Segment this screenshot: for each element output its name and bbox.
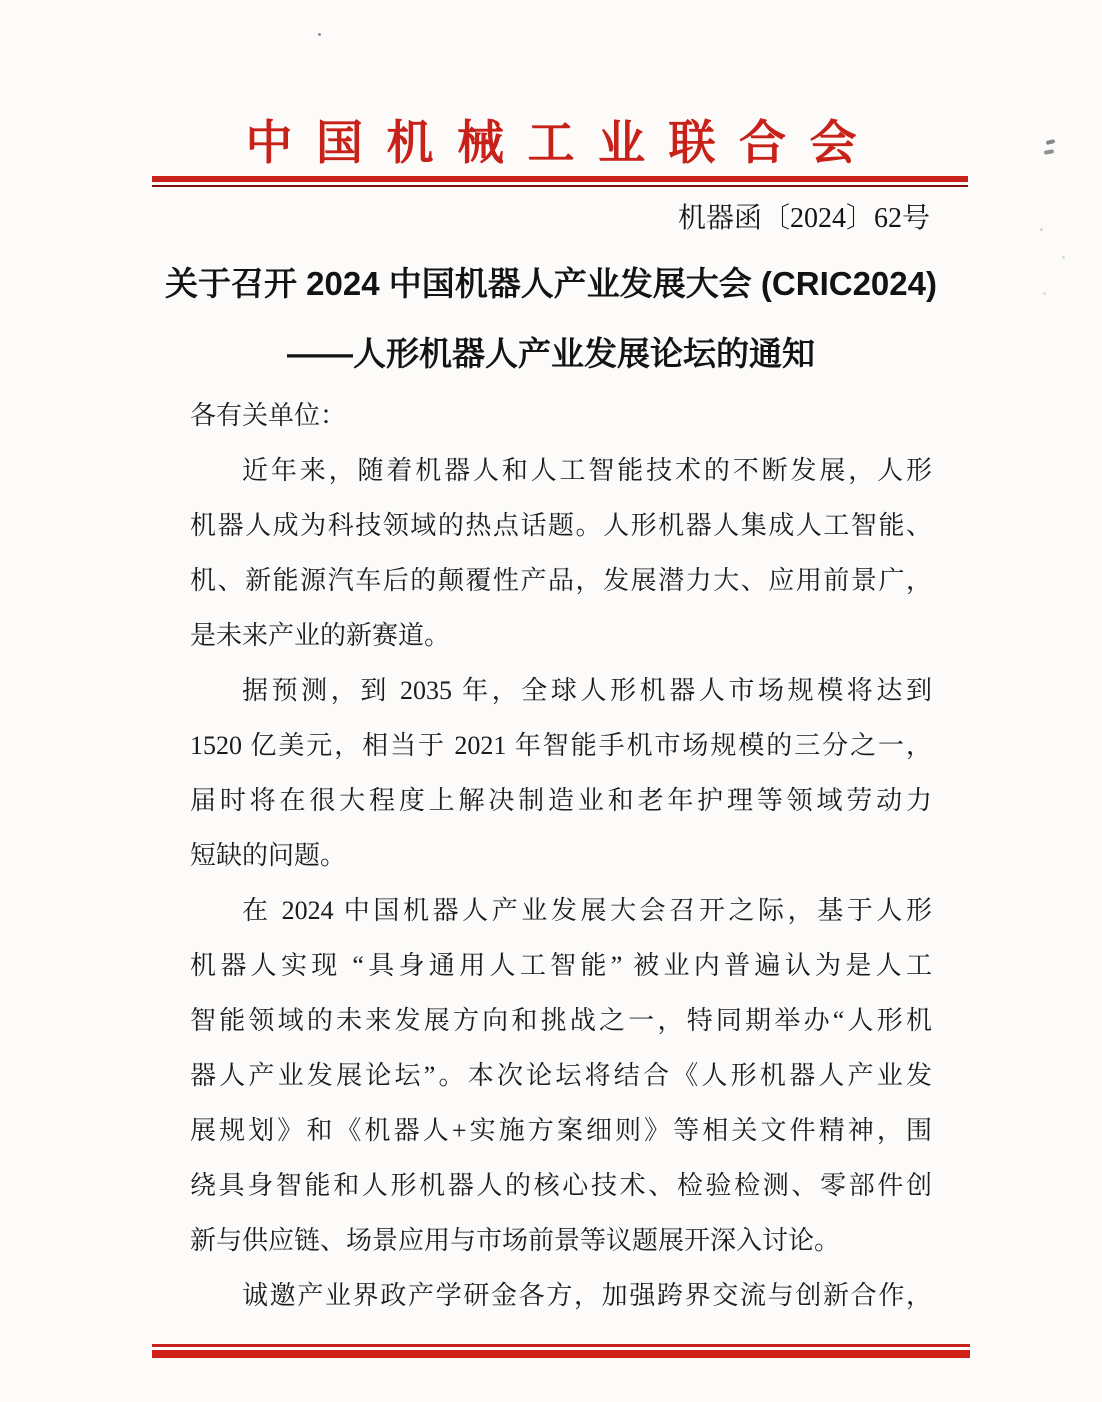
letterhead-rule-thin bbox=[152, 185, 968, 187]
body-line: 智能领域的未来发展方向和挑战之一，特同期举办“人形机 bbox=[190, 1006, 932, 1035]
letterhead-rule bbox=[152, 176, 968, 187]
body-line: 展规划》和《机器人+实施方案细则》等相关文件精神，围 bbox=[190, 1116, 932, 1145]
body-line: 器人产业发展论坛”。本次论坛将结合《人形机器人产业发 bbox=[190, 1061, 932, 1090]
body-line: 短缺的问题。 bbox=[190, 841, 347, 870]
scan-speck bbox=[1043, 292, 1046, 295]
body-line: 机、新能源汽车后的颠覆性产品，发展潜力大、应用前景广， bbox=[190, 566, 932, 595]
body-line: 近年来，随着机器人和人工智能技术的不断发展，人形 bbox=[242, 456, 932, 485]
body-line: 机器人实现 “具身通用人工智能” 被业内普遍认为是人工 bbox=[190, 951, 932, 980]
salutation-line: 各有关单位： bbox=[190, 401, 347, 430]
scan-speck bbox=[318, 33, 321, 36]
scan-speck bbox=[1040, 228, 1043, 231]
document-title-line-2: ——人形机器人产业发展论坛的通知 bbox=[287, 335, 815, 372]
body-line: 诚邀产业界政产学研金各方，加强跨界交流与创新合作， bbox=[242, 1281, 932, 1310]
document-title-line-1: 关于召开 2024 中国机器人产业发展大会 (CRIC2024) bbox=[165, 265, 937, 302]
body-line: 在 2024 中国机器人产业发展大会召开之际，基于人形 bbox=[242, 896, 932, 925]
footer-rule-thick bbox=[152, 1350, 970, 1358]
body-line: 绕具身智能和人形机器人的核心技术、检验检测、零部件创 bbox=[190, 1171, 932, 1200]
document-number: 机器函〔2024〕62号 bbox=[677, 203, 930, 234]
body-line: 新与供应链、场景应用与市场前景等议题展开深入讨论。 bbox=[190, 1226, 841, 1255]
scan-speck bbox=[1062, 256, 1065, 259]
letterhead-org-name: 中国机械工业联合会 bbox=[245, 118, 880, 170]
body-line: 据预测，到 2035 年，全球人形机器人市场规模将达到 bbox=[242, 676, 932, 705]
footer-rule bbox=[152, 1344, 970, 1358]
body-line: 是未来产业的新赛道。 bbox=[190, 621, 451, 650]
body-line: 届时将在很大程度上解决制造业和老年护理等领域劳动力 bbox=[190, 786, 932, 815]
document-body bbox=[190, 388, 932, 1323]
body-line: 1520 亿美元，相当于 2021 年智能手机市场规模的三分之一， bbox=[190, 731, 932, 760]
body-line: 机器人成为科技领域的热点话题。人形机器人集成人工智能、 bbox=[190, 511, 932, 540]
